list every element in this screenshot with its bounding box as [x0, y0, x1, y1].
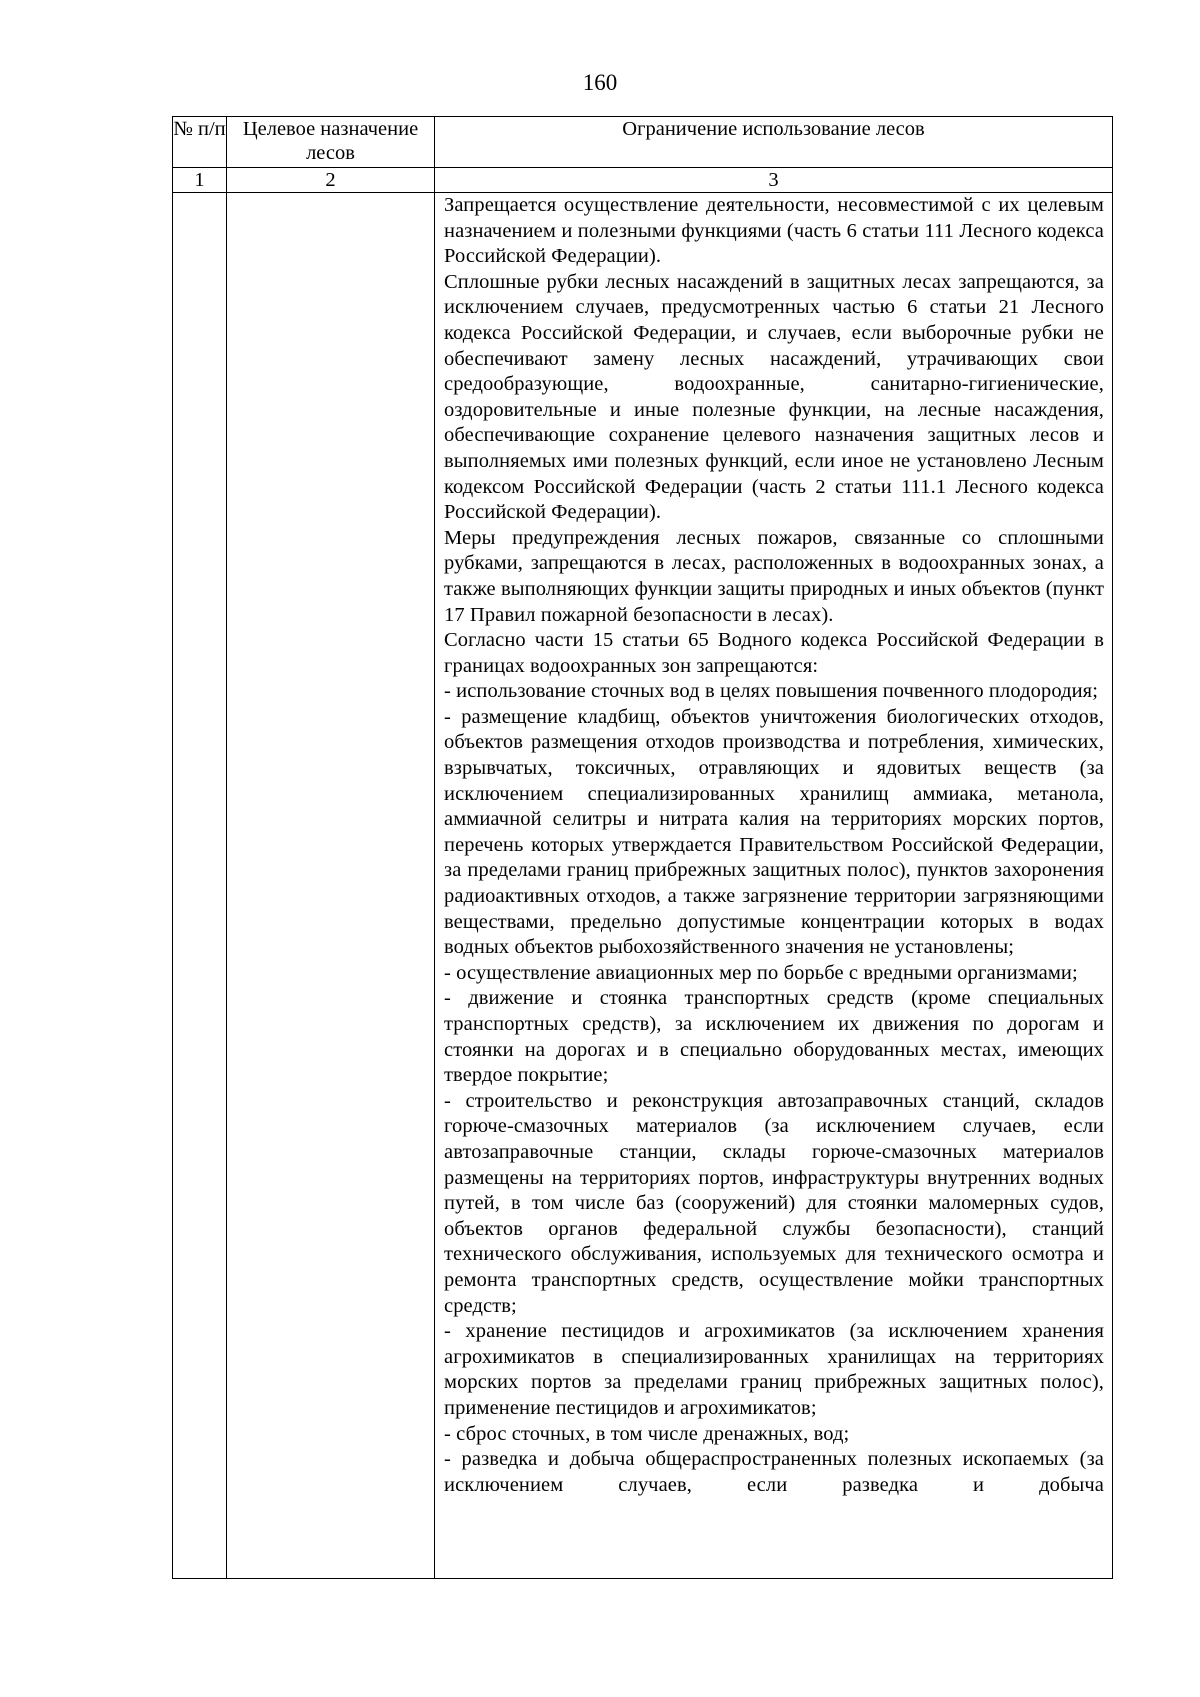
restriction-paragraph: - строительство и реконструкция автозаправочных станций, складов горюче-смазочных материалов (за исключением случаев, если автозаправочные станции, склады горюче-смазочных материалов размещены на территориях портов, инфраструктуры внутренних водных путей, в том числе баз (сооружений) для стоянки маломерных судов, объектов органов федеральной службы безопасности), станций технического обслуживания, используемых для технического осмотра и ремонта транспортных средств, осуществление мойки транспортных средств; [444, 1089, 1104, 1317]
column-number: 2 [227, 168, 435, 193]
cell-num [173, 193, 227, 1579]
restriction-paragraph: - сброс сточных, в том числе дренажных, вод; [444, 1422, 850, 1445]
restriction-paragraph: - осуществление авиационных мер по борьбе с вредными организмами; [444, 961, 1078, 984]
restrictions-table [172, 116, 1113, 1579]
restriction-paragraph: Меры предупреждения лесных пожаров, связанные со сплошными рубками, запрещаются в лесах, расположенных в водоохранных зонах, а также выполняющих функции защиты природных и иных объектов (пункт 17 Правил пожарной безопасности в лесах). [444, 526, 1104, 626]
restriction-paragraph: - хранение пестицидов и агрохимикатов (за исключением хранения агрохимикатов в специализированных хранилищах на территориях морских портов за пределами границ прибрежных защитных полос), применение пестицидов и агрохимикатов; [444, 1320, 1104, 1419]
header-restriction: Ограничение использование лесов [435, 117, 1113, 168]
restriction-text [435, 193, 1112, 1498]
restriction-paragraph: Согласно части 15 статьи 65 Водного кодекса Российской Федерации в границах водоохранных зон запрещаются: [444, 629, 1104, 677]
table-row [173, 193, 1113, 1579]
restriction-paragraph: - движение и стоянка транспортных средств (кроме специальных транспортных средств), за исключением их движения по дорогам и стоянки на дорогах и в специально оборудованных местах, имеющих твердое покрытие; [444, 987, 1104, 1087]
restriction-paragraph: - разведка и добыча общераспространенных полезных ископаемых (за исключением случаев, если разведка и добыча [444, 1448, 1104, 1496]
restriction-paragraph: - использование сточных вод в целях повышения почвенного плодородия; [444, 680, 1099, 703]
page-number: 160 [582, 70, 618, 95]
column-number-row [173, 168, 1113, 193]
restriction-paragraph: Сплошные рубки лесных насаждений в защитных лесах запрещаются, за исключением случаев, предусмотренных частью 6 статьи 21 Лесного кодекса Российской Федерации, и случаев, если выборочные рубки не обеспечивают замену лесных насаждений, утрачивающих свои средообразующие, водоохранные, санитарно-гигиенические, оздоровительные и иные полезные функции, на лесные насаждения, обеспечивающие сохранение целевого назначения защитных лесов и выполняемых ими полезных функций, если иное не установлено Лесным кодексом Российской Федерации (часть 2 статьи 111.1 Лесного кодекса Российской Федерации). [444, 270, 1104, 524]
restriction-paragraph: - размещение кладбищ, объектов уничтожения биологических отходов, объектов размещения отходов производства и потребления, химических, взрывчатых, токсичных, отравляющих и ядовитых веществ (за исключением специализированных хранилищ аммиака, метанола, аммиачной селитры и нитрата калия на территориях морских портов, перечень которых утверждается Правительством Российской Федерации, за пределами границ прибрежных защитных полос), пунктов захоронения радиоактивных отходов, а также загрязнение территории загрязняющими веществами, предельно допустимые концентрации которых в водах водных объектов рыбохозяйственного значения не установлены; [444, 705, 1104, 959]
header-purpose: Целевое назначение лесов [227, 117, 435, 168]
cell-purpose [227, 193, 435, 1579]
column-number: 1 [173, 168, 227, 193]
table-header-row [173, 117, 1113, 168]
header-num: № п/п [173, 117, 227, 168]
restriction-paragraph: Запрещается осуществление деятельности, несовместимой с их целевым назначением и полезными функциями (часть 6 статьи 111 Лесного кодекса Российской Федерации). [444, 194, 1104, 268]
column-number: 3 [435, 168, 1113, 193]
cell-restriction [435, 193, 1113, 1579]
